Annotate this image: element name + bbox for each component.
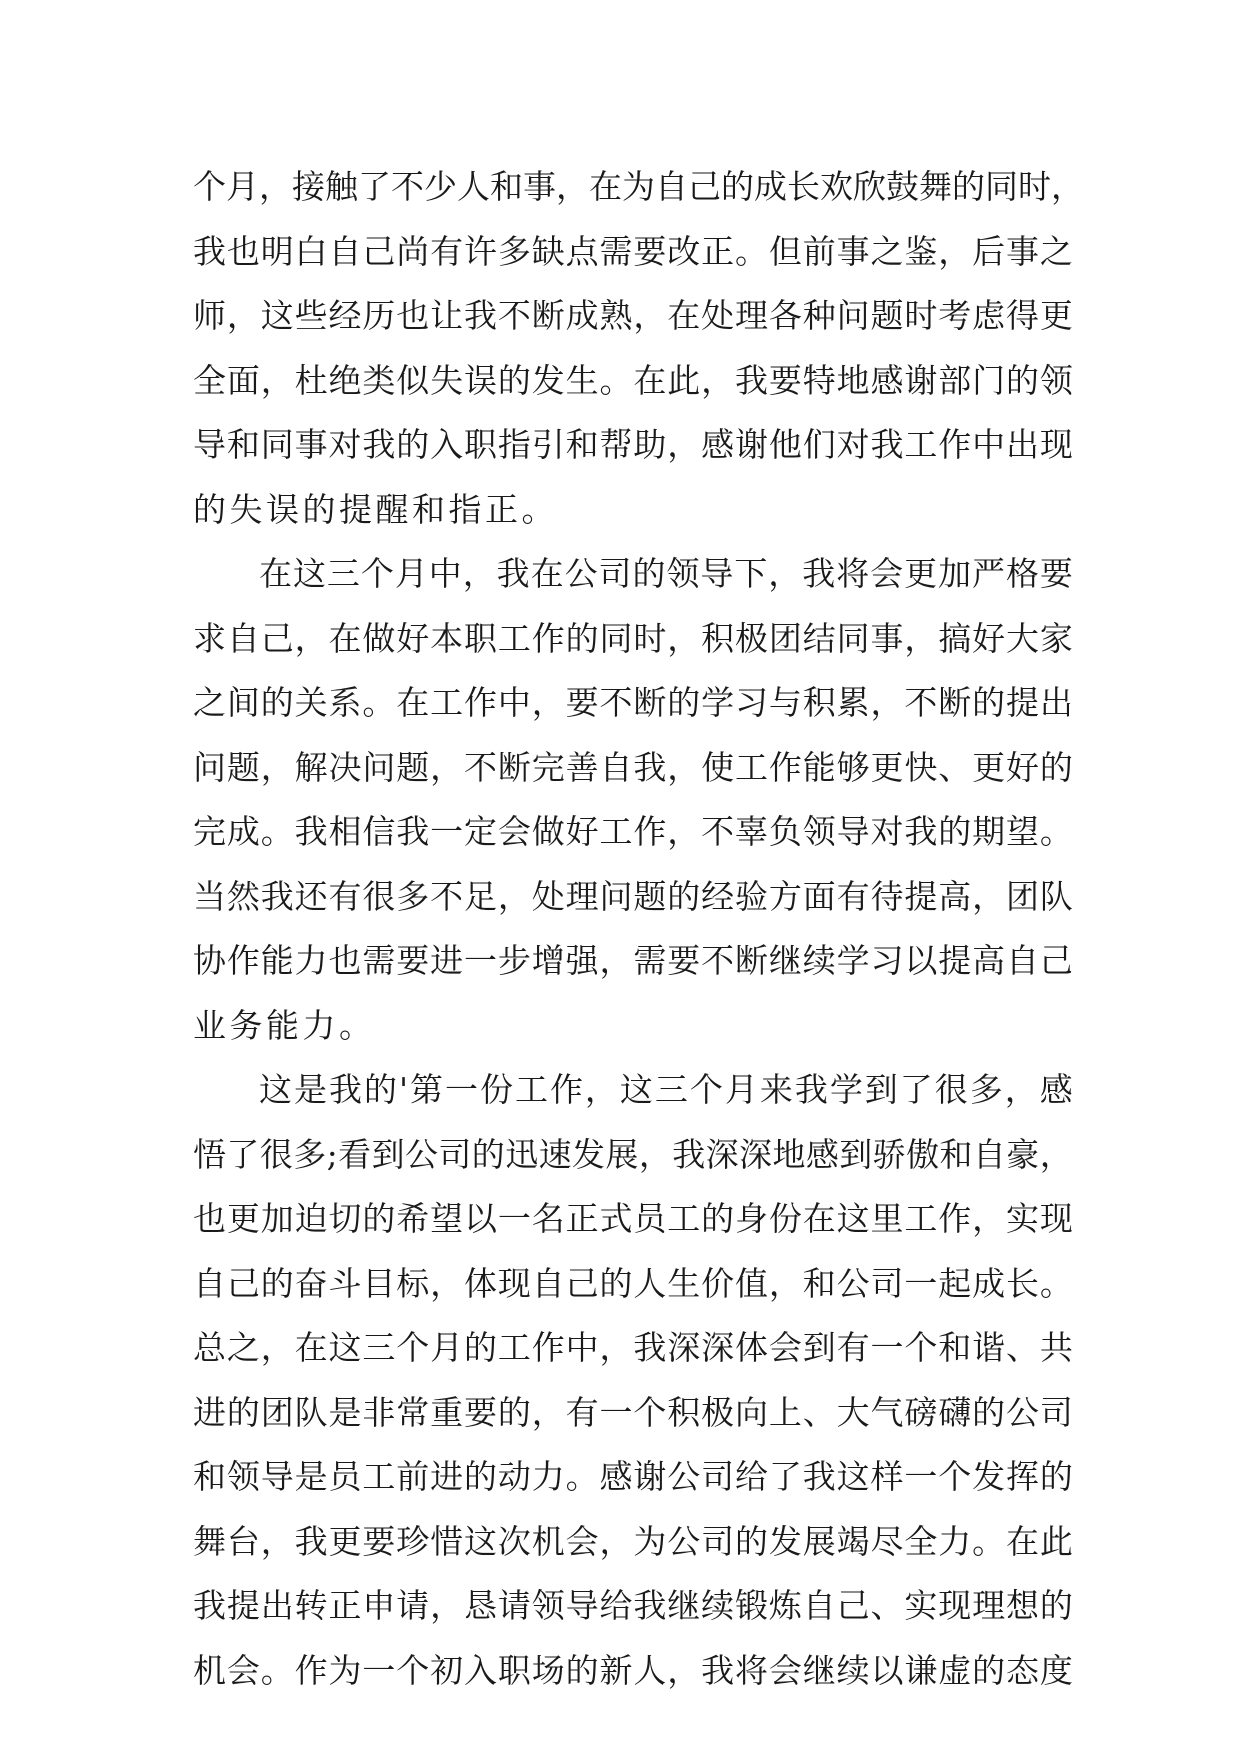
paragraph-line: 我 提 出 转 正 申 请 ， 恳 请 领 导 给 我 继 续 锻 炼 自 己 、 实 现 理 想 的 bbox=[193, 1586, 1073, 1625]
paragraph-line: 求 自 己 ， 在 做 好 本 职 工 作 的 同 时 ， 积 极 团 结 同 事 ， 搞 好 大 家 bbox=[193, 618, 1073, 658]
paragraph-line: 在 这 三 个 月 中 ， 我 在 公 司 的 领 导 下 ， 我 将 会 更 加 严 格 要 bbox=[259, 554, 1073, 593]
paragraph-line: 悟 了 很 多 ; 看 到 公 司 的 迅 速 发 展 ， 我 深 深 地 感 到 骄 傲 和 自 豪 ， bbox=[193, 1134, 1073, 1174]
paragraph-line: 的 失 误 的 提 醒 和 指 正 。 bbox=[193, 489, 555, 529]
paragraph-line: 我 也 明 白 自 己 尚 有 许 多 缺 点 需 要 改 正 。 但 前 事 之 鉴 ， 后 事 之 bbox=[193, 231, 1073, 271]
paragraph-line: 总 之 ， 在 这 三 个 月 的 工 作 中 ， 我 深 深 体 会 到 有 一 个 和 谐 、 共 bbox=[193, 1328, 1073, 1367]
paragraph-line: 全 面 ， 杜 绝 类 似 失 误 的 发 生 。 在 此 ， 我 要 特 地 感 谢 部 门 的 领 bbox=[193, 360, 1073, 400]
paragraph-line: 导 和 同 事 对 我 的 入 职 指 引 和 帮 助 ， 感 谢 他 们 对 我 工 作 中 出 现 bbox=[193, 425, 1073, 464]
paragraph-line: 进 的 团 队 是 非 常 重 要 的 ， 有 一 个 积 极 向 上 、 大 气 磅 礴 的 公 司 bbox=[193, 1392, 1073, 1432]
paragraph-line: 问 题 ， 解 决 问 题 ， 不 断 完 善 自 我 ， 使 工 作 能 够 更 快 、 更 好 的 bbox=[193, 747, 1073, 787]
paragraph-line: 之 间 的 关 系 。 在 工 作 中 ， 要 不 断 的 学 习 与 积 累 ， 不 断 的 提 出 bbox=[193, 683, 1073, 722]
paragraph-line: 师 ， 这 些 经 历 也 让 我 不 断 成 熟 ， 在 处 理 各 种 问 题 时 考 虑 得 更 bbox=[193, 296, 1073, 335]
paragraph-line: 个 月 ， 接 触 了 不 少 人 和 事 ， 在 为 自 己 的 成 长 欢 欣 鼓 舞 的 同 时 ， bbox=[193, 167, 1084, 206]
paragraph-line: 完 成 。 我 相 信 我 一 定 会 做 好 工 作 ， 不 辜 负 领 导 对 我 的 期 望 。 bbox=[193, 812, 1073, 851]
paragraph-line: 机 会 。 作 为 一 个 初 入 职 场 的 新 人 ， 我 将 会 继 续 以 谦 虚 的 态 度 bbox=[193, 1650, 1073, 1690]
paragraph-line: 协 作 能 力 也 需 要 进 一 步 增 强 ， 需 要 不 断 继 续 学 习 以 提 高 自 己 bbox=[193, 941, 1073, 980]
paragraph-line: 业 务 能 力 。 bbox=[193, 1005, 372, 1045]
document-body bbox=[193, 155, 1084, 1703]
paragraph-line: 当 然 我 还 有 很 多 不 足 ， 处 理 问 题 的 经 验 方 面 有 待 提 高 ， 团 队 bbox=[193, 876, 1073, 916]
paragraph-line: 自 己 的 奋 斗 目 标 ， 体 现 自 己 的 人 生 价 值 ， 和 公 司 一 起 成 长 。 bbox=[193, 1263, 1073, 1303]
paragraph-line: 和 领 导 是 员 工 前 进 的 动 力 。 感 谢 公 司 给 了 我 这 样 一 个 发 挥 的 bbox=[193, 1457, 1073, 1496]
paragraph-line: 舞 台 ， 我 更 要 珍 惜 这 次 机 会 ， 为 公 司 的 发 展 竭 尽 全 力 。 在 此 bbox=[193, 1521, 1073, 1561]
paragraph-line: 也 更 加 迫 切 的 希 望 以 一 名 正 式 员 工 的 身 份 在 这 里 工 作 ， 实 现 bbox=[193, 1199, 1073, 1238]
paragraph-line: 这 是 我 的 ' 第 一 份 工 作 ， 这 三 个 月 来 我 学 到 了 很 多 ， 感 bbox=[259, 1070, 1073, 1109]
